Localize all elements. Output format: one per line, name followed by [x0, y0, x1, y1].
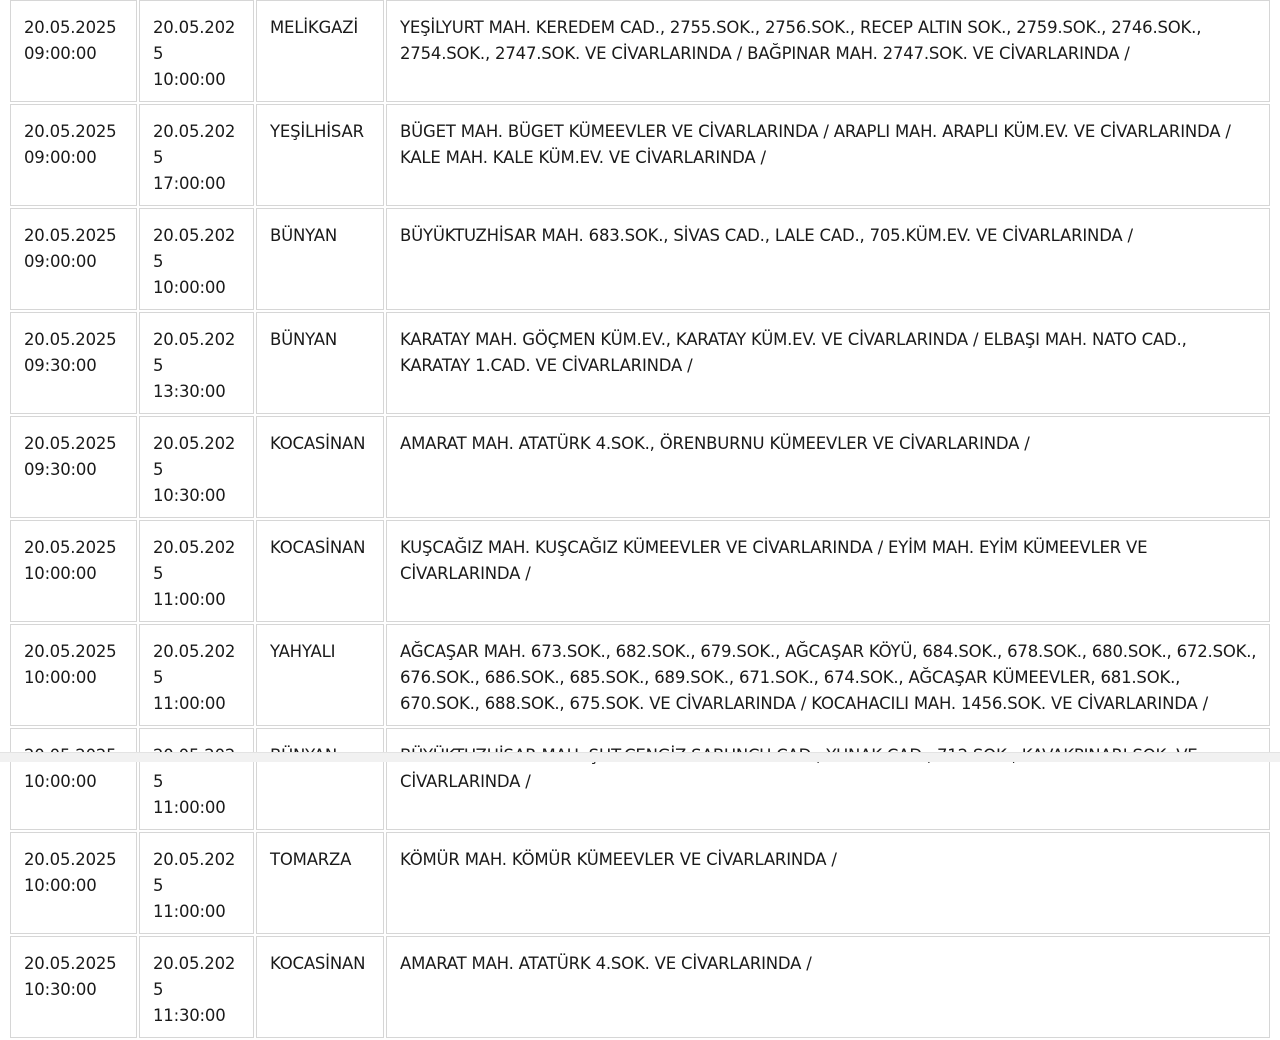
outage-table-body	[10, 0, 1270, 1038]
end-date: 20.05.2025	[153, 330, 236, 375]
end-cell	[139, 520, 254, 622]
end-date: 5	[153, 772, 164, 791]
start-date: 20.05.2025	[24, 226, 117, 245]
end-time: 10:00:00	[153, 278, 226, 297]
start-time: 09:00:00	[24, 44, 97, 63]
end-date: 20.05.2025	[153, 18, 236, 63]
end-time: 11:00:00	[153, 902, 226, 921]
end-cell	[139, 624, 254, 726]
end-date: 20.05.2025	[153, 226, 236, 271]
area-cell: AĞCAŞAR MAH. 673.SOK., 682.SOK., 679.SOK., AĞCAŞAR KÖYÜ, 684.SOK., 678.SOK., 680.SOK., 672.SOK., 676.SOK., 686.SOK., 685.SOK., 689.SOK., 671.SOK., 674.SOK., AĞCAŞAR KÜMEEVLER, 681.SOK., 670.SOK., 688.SOK., 675.SOK. VE CİVARLARINDA / KOCAHACILI MAH. 1456.SOK. VE CİVARLARINDA /	[386, 624, 1270, 726]
end-date: 20.05.2025	[153, 434, 236, 479]
end-cell	[139, 208, 254, 310]
start-date: 20.05.2025	[24, 850, 117, 869]
area-cell: CİVARLARINDA /	[386, 728, 1270, 830]
table-row	[10, 624, 1270, 726]
end-time: 11:30:00	[153, 1006, 226, 1025]
end-time: 11:00:00	[153, 798, 226, 817]
table-row	[10, 104, 1270, 206]
start-date: 20.05.2025	[24, 642, 117, 661]
area-cell: BÜGET MAH. BÜGET KÜMEEVLER VE CİVARLARINDA / ARAPLI MAH. ARAPLI KÜM.EV. VE CİVARLARINDA / KALE MAH. KALE KÜM.EV. VE CİVARLARINDA /	[386, 104, 1270, 206]
table-row	[10, 936, 1270, 1038]
district-cell	[256, 728, 384, 830]
start-cell	[10, 312, 137, 414]
end-date: 20.05.2025	[153, 642, 236, 687]
start-date: 20.05.2025	[24, 434, 117, 453]
outage-table-container	[8, 0, 1272, 1025]
end-cell	[139, 312, 254, 414]
start-cell	[10, 104, 137, 206]
end-date: 20.05.2025	[153, 122, 236, 167]
horizontal-scrollbar[interactable]	[0, 752, 1280, 762]
outage-table	[8, 0, 1272, 1040]
start-time: 10:00:00	[24, 668, 97, 687]
district-cell: YAHYALI	[256, 624, 384, 726]
table-row	[10, 416, 1270, 518]
district-cell: YEŞİLHİSAR	[256, 104, 384, 206]
start-time: 09:30:00	[24, 356, 97, 375]
start-time: 10:30:00	[24, 980, 97, 999]
table-row	[10, 832, 1270, 934]
area-cell: KARATAY MAH. GÖÇMEN KÜM.EV., KARATAY KÜM.EV. VE CİVARLARINDA / ELBAŞI MAH. NATO CAD., KARATAY 1.CAD. VE CİVARLARINDA /	[386, 312, 1270, 414]
start-time: 09:00:00	[24, 148, 97, 167]
end-time: 13:30:00	[153, 382, 226, 401]
start-date: 20.05.2025	[24, 954, 117, 973]
start-time: 10:00:00	[24, 772, 97, 791]
district-cell: KOCASİNAN	[256, 520, 384, 622]
start-cell	[10, 936, 137, 1038]
start-cell	[10, 208, 137, 310]
end-time: 11:00:00	[153, 590, 226, 609]
district-cell: KOCASİNAN	[256, 936, 384, 1038]
area-cell: AMARAT MAH. ATATÜRK 4.SOK., ÖRENBURNU KÜMEEVLER VE CİVARLARINDA /	[386, 416, 1270, 518]
start-cell	[10, 832, 137, 934]
start-cell	[10, 416, 137, 518]
end-date: 20.05.2025	[153, 538, 236, 583]
district-cell: BÜNYAN	[256, 208, 384, 310]
area-cell: KUŞCAĞIZ MAH. KUŞCAĞIZ KÜMEEVLER VE CİVARLARINDA / EYİM MAH. EYİM KÜMEEVLER VE CİVARLARINDA /	[386, 520, 1270, 622]
area-cell: KÖMÜR MAH. KÖMÜR KÜMEEVLER VE CİVARLARINDA /	[386, 832, 1270, 934]
end-date: 20.05.2025	[153, 954, 236, 999]
start-date: 20.05.2025	[24, 18, 117, 37]
table-row	[10, 520, 1270, 622]
end-cell	[139, 728, 254, 830]
start-date: 20.05.2025	[24, 330, 117, 349]
start-cell	[10, 520, 137, 622]
start-time: 09:00:00	[24, 252, 97, 271]
start-cell	[10, 728, 137, 830]
table-row	[10, 208, 1270, 310]
district-cell: KOCASİNAN	[256, 416, 384, 518]
end-time: 10:00:00	[153, 70, 226, 89]
start-date: 20.05.2025	[24, 122, 117, 141]
table-row	[10, 0, 1270, 102]
end-date: 20.05.2025	[153, 850, 236, 895]
start-cell	[10, 624, 137, 726]
start-date: 20.05.2025	[24, 538, 117, 557]
end-time: 17:00:00	[153, 174, 226, 193]
start-time: 10:00:00	[24, 876, 97, 895]
start-time: 10:00:00	[24, 564, 97, 583]
area-cell: AMARAT MAH. ATATÜRK 4.SOK. VE CİVARLARINDA /	[386, 936, 1270, 1038]
end-cell	[139, 0, 254, 102]
end-time: 10:30:00	[153, 486, 226, 505]
end-cell	[139, 104, 254, 206]
area-cell: BÜYÜKTUZHİSAR MAH. 683.SOK., SİVAS CAD., LALE CAD., 705.KÜM.EV. VE CİVARLARINDA /	[386, 208, 1270, 310]
end-cell	[139, 416, 254, 518]
end-time: 11:00:00	[153, 694, 226, 713]
area-cell: YEŞİLYURT MAH. KEREDEM CAD., 2755.SOK., 2756.SOK., RECEP ALTIN SOK., 2759.SOK., 2746.SOK., 2754.SOK., 2747.SOK. VE CİVARLARINDA / BAĞPINAR MAH. 2747.SOK. VE CİVARLARINDA /	[386, 0, 1270, 102]
start-time: 09:30:00	[24, 460, 97, 479]
district-cell: MELİKGAZİ	[256, 0, 384, 102]
district-cell: BÜNYAN	[256, 312, 384, 414]
start-cell	[10, 0, 137, 102]
table-row	[10, 312, 1270, 414]
table-row	[10, 728, 1270, 830]
end-cell	[139, 936, 254, 1038]
district-cell: TOMARZA	[256, 832, 384, 934]
end-cell	[139, 832, 254, 934]
